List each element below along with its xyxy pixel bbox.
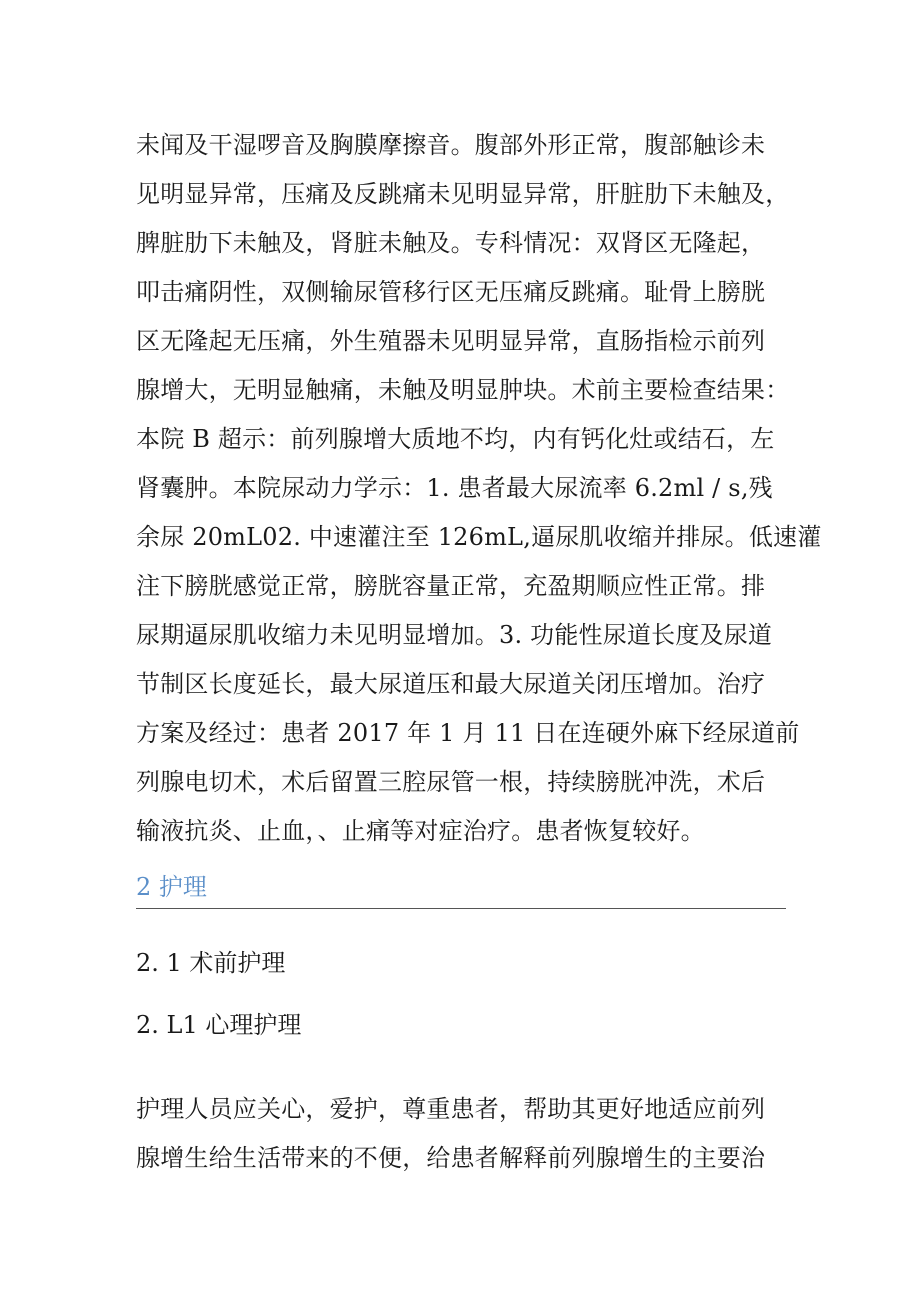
- section-heading-rule: [136, 866, 786, 909]
- text-line: 本院 B 超示：前列腺增大质地不均，内有钙化灶或结石，左: [136, 425, 775, 453]
- text-line: 节制区长度延长，最大尿道压和最大尿道关闭压增加。治疗: [136, 670, 766, 698]
- text-line: 注下膀胱感觉正常，膀胱容量正常，充盈期顺应性正常。排: [136, 572, 766, 600]
- text-line: 余尿 20mL02. 中速灌注至 126mL,逼尿肌收缩并排尿。低速灌: [136, 523, 822, 551]
- text-line: 未闻及干湿啰音及胸膜摩擦音。腹部外形正常，腹部触诊未: [136, 131, 766, 159]
- text-line: 方案及经过：患者 2017 年 1 月 11 日在连硬外麻下经尿道前: [136, 719, 800, 747]
- text-line: 脾脏肋下未触及，肾脏未触及。专科情况：双肾区无隆起，: [136, 229, 766, 257]
- text-line: 见明显异常，压痛及反跳痛未见明显异常，肝脏肋下未触及，: [136, 180, 790, 208]
- text-line: 肾囊肿。本院尿动力学示：1. 患者最大尿流率 6.2ml / s,残: [136, 474, 773, 502]
- text-line: 尿期逼尿肌收缩力未见明显增加。3. 功能性尿道长度及尿道: [136, 621, 773, 649]
- text-line: 腺增大，无明显触痛，未触及明显肿块。术前主要检查结果：: [136, 376, 790, 404]
- text-line: 输液抗炎、止血，、止痛等对症治疗。患者恢复较好。: [136, 817, 705, 845]
- text-line: 区无隆起无压痛，外生殖器未见明显异常，直肠指检示前列: [136, 327, 766, 355]
- text-line: 叩击痛阴性，双侧输尿管移行区无压痛反跳痛。耻骨上膀胱: [136, 278, 766, 306]
- text-line: 腺增生给生活带来的不便，给患者解释前列腺增生的主要治: [136, 1144, 766, 1172]
- section-heading: 2 护理: [136, 873, 207, 901]
- psychological-care-paragraph: [136, 1085, 786, 1183]
- case-description-paragraph: [136, 121, 822, 856]
- text-line: 护理人员应关心，爱护，尊重患者，帮助其更好地适应前列: [136, 1095, 766, 1123]
- subsection-heading-preop-care: 2. 1 术前护理: [136, 949, 286, 977]
- text-line: 列腺电切术，术后留置三腔尿管一根，持续膀胱冲洗，术后: [136, 768, 766, 796]
- subsection-heading-psychological-care: 2. L1 心理护理: [136, 1011, 302, 1039]
